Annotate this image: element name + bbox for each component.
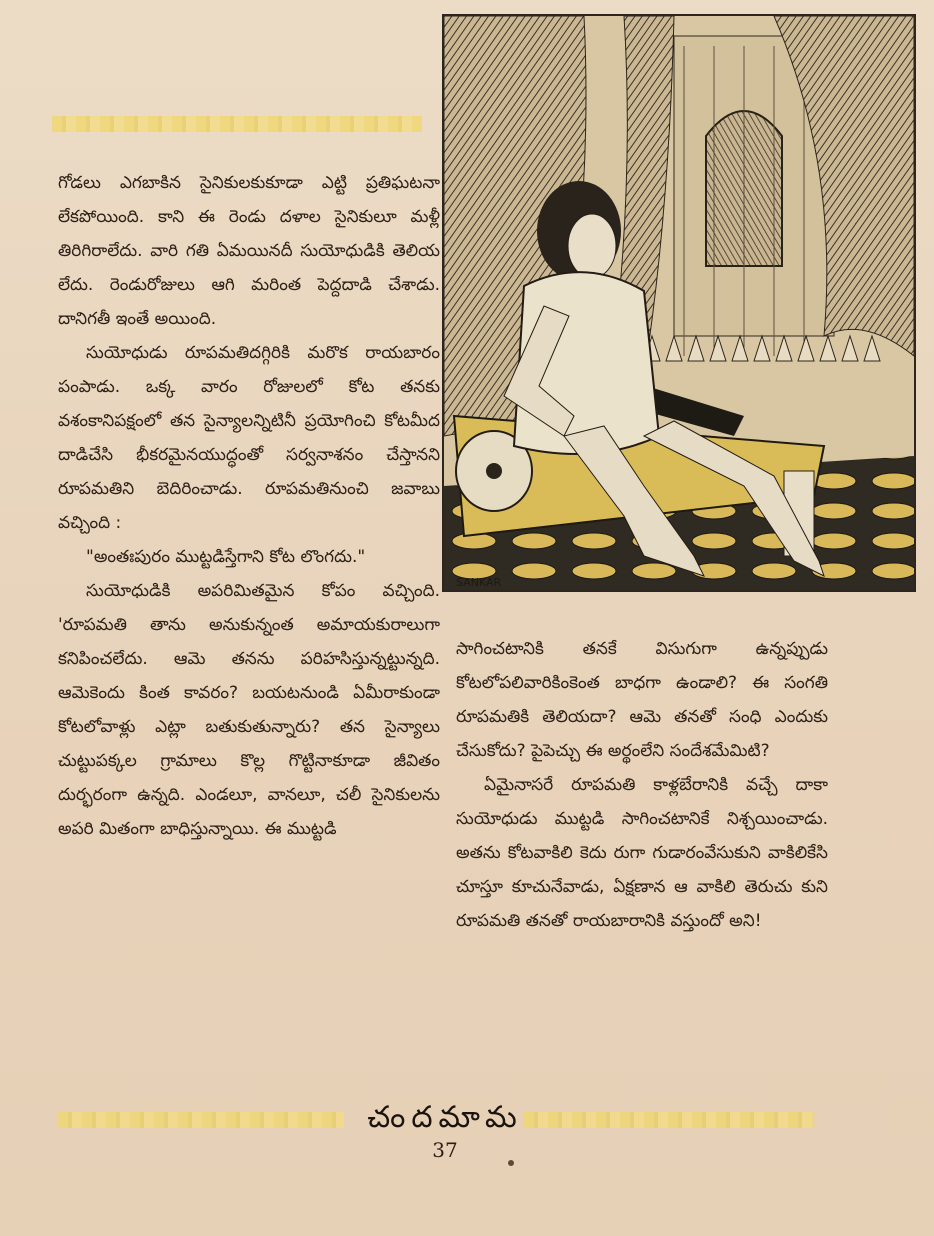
left-column — [58, 166, 440, 846]
magazine-title: చందమామ — [367, 1100, 523, 1135]
left-paragraph-quote: "అంతఃపురం ముట్టడిస్తేగాని కోట లొంగదు." — [86, 547, 366, 567]
right-column — [456, 632, 828, 938]
page-number: 37 — [432, 1138, 458, 1162]
artist-signature: SANKAR — [456, 576, 502, 589]
decorative-border-top — [52, 116, 422, 132]
left-paragraph-1: గోడలు ఎగబాకిన సైనికులకుకూడా ఎట్టి ప్రతిఘటనా లేకపోయింది. కాని ఈ రెండు దళాల సైనికులూ మళ్లీ తిరిగిరాలేదు. వారి గతి ఏమయినదీ సుయోధుడికి తెలియ లేదు. రెండురోజులు ఆగి మరింత పెద్దదాడి చేశాడు. దానిగతీ ఇంతే అయింది. — [58, 173, 440, 329]
left-paragraph-2: సుయోధుడు రూపమతిదగ్గిరికి మరొక రాయబారం పంపాడు. ఒక్క వారం రోజులలో కోట తనకు వశంకానిపక్షంలో తన సైన్యాలన్నిటినీ ప్రయోగించి కోటమీద దాడిచేసి భీకరమైనయుద్ధంతో సర్వనాశనం చేస్తానని రూపమతిని బెదిరించాడు. రూపమతినుంచి జవాబు వచ్చింది : — [58, 343, 440, 533]
left-paragraph-4: సుయోధుడికి అపరిమితమైన కోపం వచ్చింది. 'రూపమతి తాను అనుకున్నంత అమాయకురాలుగా కనిపించలేదు. ఆమె తనను పరిహసిస్తున్నట్టున్నది. ఆమెకెందు కింత కావరం? బయటనుండి ఏమీరాకుండా కోటలోవాళ్లు ఎట్లా బతుకుతున్నారు? తన సైన్యాలు చుట్టుపక్కల గ్రామాలు కొల్ల గొట్టినాకూడా జీవితం దుర్భరంగా ఉన్నది. ఎండలూ, వానలూ, చలీ సైనికులను అపరి మితంగా బాధిస్తున్నాయి. ఈ ముట్టడి — [58, 581, 440, 839]
decorative-border-bottom-right — [524, 1112, 814, 1128]
decorative-border-bottom-left — [58, 1112, 344, 1128]
right-paragraph-2: ఏమైనాసరే రూపమతి కాళ్లబేరానికి వచ్చే దాకా సుయోధుడు ముట్టడి సాగించటానికే నిశ్చయించాడు. అతను కోటవాకిలి కెదు రుగా గుడారంవేసుకుని వాకిలికేసి చూస్తూ కూచునేవాడు, ఏక్షణాన ఆ వాకిలి తెరుచు కుని రూపమతి తనతో రాయబారానికి వస్తుందో అని! — [456, 775, 828, 931]
print-dot — [508, 1160, 514, 1166]
story-illustration — [442, 14, 916, 592]
right-paragraph-1: సాగించటానికి తనకే విసుగుగా ఉన్నప్పుడు కోటలోపలివారికింకెంత బాధగా ఉండాలి? ఈ సంగతి రూపమతికి తెలియదా? ఆమె తనతో సంధి ఎందుకు చేసుకోదు? పైపెచ్చు ఈ అర్థంలేని సందేశమేమిటి? — [456, 639, 828, 761]
